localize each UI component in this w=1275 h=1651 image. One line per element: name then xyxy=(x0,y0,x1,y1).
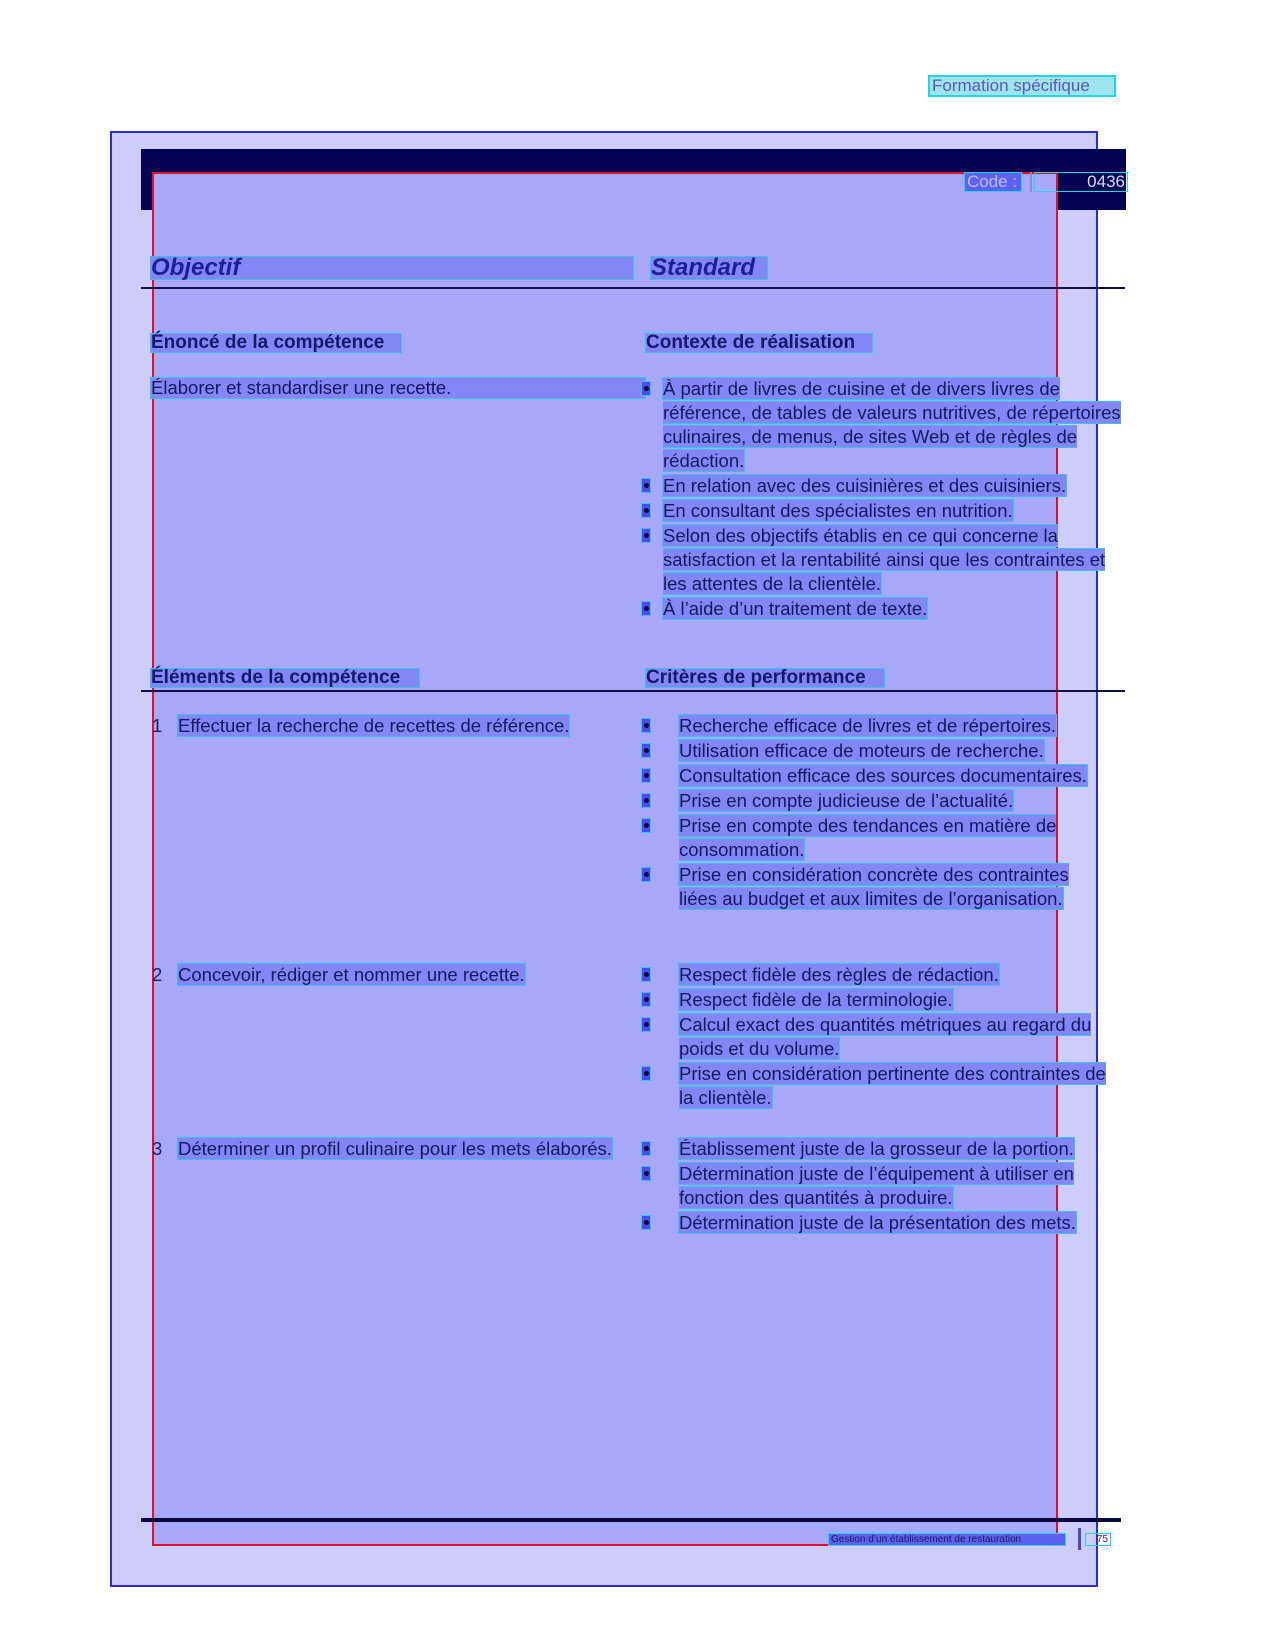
element-3 xyxy=(152,1137,640,1160)
bullet-icon xyxy=(641,1141,651,1156)
criteria-list-2 xyxy=(641,963,1111,1111)
bullet-icon xyxy=(641,478,651,493)
contexte-title: Contexte de réalisation xyxy=(645,333,873,353)
contexte-list xyxy=(641,377,1121,622)
footer-separator xyxy=(1078,1528,1081,1550)
bullet-icon xyxy=(641,1017,651,1032)
code-value: 0436 xyxy=(1034,172,1128,192)
element-text: Concevoir, rédiger et nommer une recette. xyxy=(178,964,525,985)
bullet-icon xyxy=(641,503,651,518)
element-number: 3 xyxy=(152,1138,163,1159)
bullet-icon xyxy=(641,967,651,982)
element-text: Effectuer la recherche de recettes de référence. xyxy=(178,715,570,736)
criteria-title: Critères de performance xyxy=(645,668,885,688)
criterion-item: Détermination juste de l’équipement à utiliser en fonction des quantités à produire. xyxy=(641,1162,1111,1210)
criteria-list-3 xyxy=(641,1137,1111,1236)
contexte-item: Selon des objectifs établis en ce qui concerne la satisfaction et la rentabilité ainsi que les contraintes et les attentes de la clientèle. xyxy=(641,524,1121,596)
criterion-item: Utilisation efficace de moteurs de recherche. xyxy=(641,739,1111,763)
footer-rule xyxy=(141,1518,1121,1522)
criterion-item: Calcul exact des quantités métriques au regard du poids et du volume. xyxy=(641,1013,1111,1061)
elements-divider xyxy=(141,690,1125,692)
standard-heading: Standard xyxy=(650,256,768,280)
page-number: 75 xyxy=(1085,1533,1111,1546)
criterion-item: Recherche efficace de livres et de répertoires. xyxy=(641,714,1111,738)
bullet-icon xyxy=(641,1066,651,1081)
footer-program: Gestion d’un établissement de restauration xyxy=(828,1533,1066,1546)
enonce-text-content: Élaborer et standardiser une recette. xyxy=(151,377,452,398)
bullet-icon xyxy=(641,743,651,758)
bullet-icon xyxy=(641,601,651,616)
bullet-icon xyxy=(641,992,651,1007)
criterion-item: Respect fidèle des règles de rédaction. xyxy=(641,963,1111,987)
element-number: 1 xyxy=(152,715,163,736)
contexte-item: En relation avec des cuisinières et des cuisiniers. xyxy=(641,474,1121,498)
element-number: 2 xyxy=(152,964,163,985)
bullet-icon xyxy=(641,1166,651,1181)
bullet-icon xyxy=(641,528,651,543)
enonce-text xyxy=(150,377,646,399)
bullet-icon xyxy=(641,768,651,783)
bullet-icon xyxy=(641,718,651,733)
contexte-item: À l’aide d’un traitement de texte. xyxy=(641,597,1121,621)
objectif-heading-text: Objectif xyxy=(151,254,241,281)
bullet-icon xyxy=(641,381,651,396)
element-text: Déterminer un profil culinaire pour les mets élaborés. xyxy=(178,1138,612,1159)
code-block xyxy=(964,172,1128,192)
criterion-item: Prise en compte judicieuse de l’actualité. xyxy=(641,789,1111,813)
criterion-item: Établissement juste de la grosseur de la portion. xyxy=(641,1137,1111,1161)
bullet-icon xyxy=(641,818,651,833)
criterion-item: Prise en considération pertinente des contraintes de la clientèle. xyxy=(641,1062,1111,1110)
criterion-item: Prise en considération concrète des contraintes liées au budget et aux limites de l’organisation. xyxy=(641,863,1111,911)
bullet-icon xyxy=(641,793,651,808)
objectif-heading xyxy=(150,256,634,280)
contexte-item: En consultant des spécialistes en nutrition. xyxy=(641,499,1121,523)
criteria-list-1 xyxy=(641,714,1111,912)
enonce-title: Énoncé de la compétence xyxy=(150,333,402,353)
heading-divider xyxy=(141,287,1125,289)
contexte-item: À partir de livres de cuisine et de divers livres de référence, de tables de valeurs nutritives, de répertoires culinaires, de menus, de sites Web et de règles de rédaction. xyxy=(641,377,1121,473)
code-label: Code : xyxy=(964,172,1022,192)
page-footer xyxy=(828,1532,1111,1546)
criterion-item: Consultation efficace des sources documentaires. xyxy=(641,764,1111,788)
bullet-icon xyxy=(641,867,651,882)
bullet-icon xyxy=(641,1215,651,1230)
element-2 xyxy=(152,963,640,986)
criterion-item: Respect fidèle de la terminologie. xyxy=(641,988,1111,1012)
code-separator xyxy=(1022,172,1032,192)
element-1 xyxy=(152,714,640,737)
criterion-item: Détermination juste de la présentation des mets. xyxy=(641,1211,1111,1235)
document-type-label: Formation spécifique xyxy=(928,75,1116,97)
criterion-item: Prise en compte des tendances en matière de consommation. xyxy=(641,814,1111,862)
elements-title: Éléments de la compétence xyxy=(150,668,420,688)
